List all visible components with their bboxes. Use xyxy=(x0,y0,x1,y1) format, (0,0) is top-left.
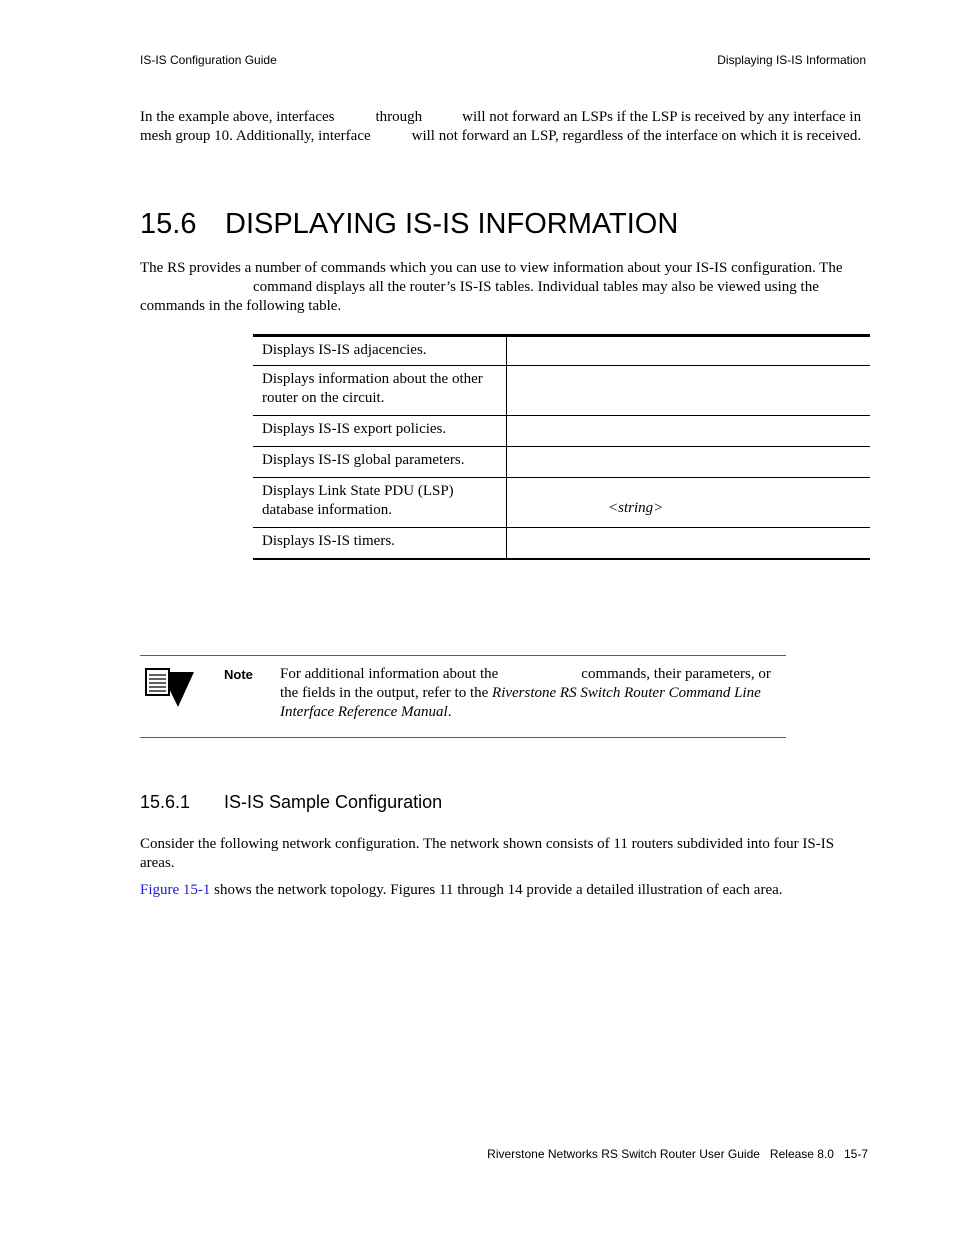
intro-text-2: through xyxy=(375,109,423,125)
row-description: Displays IS-IS export policies. xyxy=(253,416,507,446)
row-command xyxy=(507,337,870,365)
table-row xyxy=(253,337,870,366)
figure-link[interactable]: Figure 15-1 xyxy=(140,882,211,898)
row-command xyxy=(507,416,870,446)
header-right: Displaying IS-IS Information xyxy=(717,53,866,67)
table-row xyxy=(253,366,870,416)
section-paragraph xyxy=(140,259,868,316)
note-label: Note xyxy=(224,667,253,682)
command-table xyxy=(253,334,870,560)
subsection-heading xyxy=(140,792,442,813)
footer: Riverstone Networks RS Switch Router User Guide Release 8.0 15-7 xyxy=(487,1147,868,1161)
manual-title: Riverstone RS Switch Router Command Line Interface Reference Manual xyxy=(280,685,761,720)
command-string-param: <string> xyxy=(608,500,664,516)
section-heading xyxy=(140,208,678,241)
note-text-2: commands, their parameters, or the fields in the output, refer to the xyxy=(280,666,771,701)
note-pad-icon xyxy=(143,668,195,710)
subsection-number: 15.6.1 xyxy=(140,792,191,812)
row-description: Displays IS-IS timers. xyxy=(253,528,507,558)
intro-text-3: will not forward an LSPs if the LSP is received by any interface in mesh group 10. Additionally, interface xyxy=(140,109,862,144)
intro-text-4: will not forward an LSP, regardless of the interface on which it is received. xyxy=(411,128,862,144)
header-left: IS-IS Configuration Guide xyxy=(140,53,277,67)
row-command xyxy=(507,366,870,415)
intro-text-1: In the example above, interfaces xyxy=(140,109,335,125)
row-description: Displays Link State PDU (LSP) database information. xyxy=(253,478,507,527)
section-text-1: The RS provides a number of commands which you can use to view information about your IS-IS configuration. The xyxy=(140,260,843,276)
subsection-paragraph-2 xyxy=(140,881,868,900)
table-row xyxy=(253,447,870,478)
section-title: DISPLAYING IS-IS INFORMATION xyxy=(225,208,679,240)
row-description: Displays IS-IS global parameters. xyxy=(253,447,507,477)
row-command xyxy=(507,478,870,527)
note-text-1: For additional information about the xyxy=(280,666,499,682)
table-row xyxy=(253,416,870,447)
section-text-2: command displays all the router’s IS-IS tables. Individual tables may also be viewed using the commands in the following table. xyxy=(140,279,819,314)
note-bottom-rule xyxy=(140,737,786,738)
note-text xyxy=(280,665,786,722)
subsection-text-2: shows the network topology. Figures 11 through 14 provide a detailed illustration of each area. xyxy=(214,882,783,898)
row-description: Displays IS-IS adjacencies. xyxy=(253,337,507,365)
note-text-end: . xyxy=(447,704,452,720)
table-row xyxy=(253,528,870,560)
row-command xyxy=(507,447,870,477)
row-description: Displays information about the other router on the circuit. xyxy=(253,366,507,415)
note-top-rule xyxy=(140,655,786,656)
section-number: 15.6 xyxy=(140,208,197,240)
intro-paragraph xyxy=(140,108,868,146)
table-row xyxy=(253,478,870,528)
subsection-paragraph-1: Consider the following network configuration. The network shown consists of 11 routers subdivided into four IS-IS areas. xyxy=(140,836,835,871)
subsection-title: IS-IS Sample Configuration xyxy=(224,792,443,812)
row-command xyxy=(507,528,870,558)
